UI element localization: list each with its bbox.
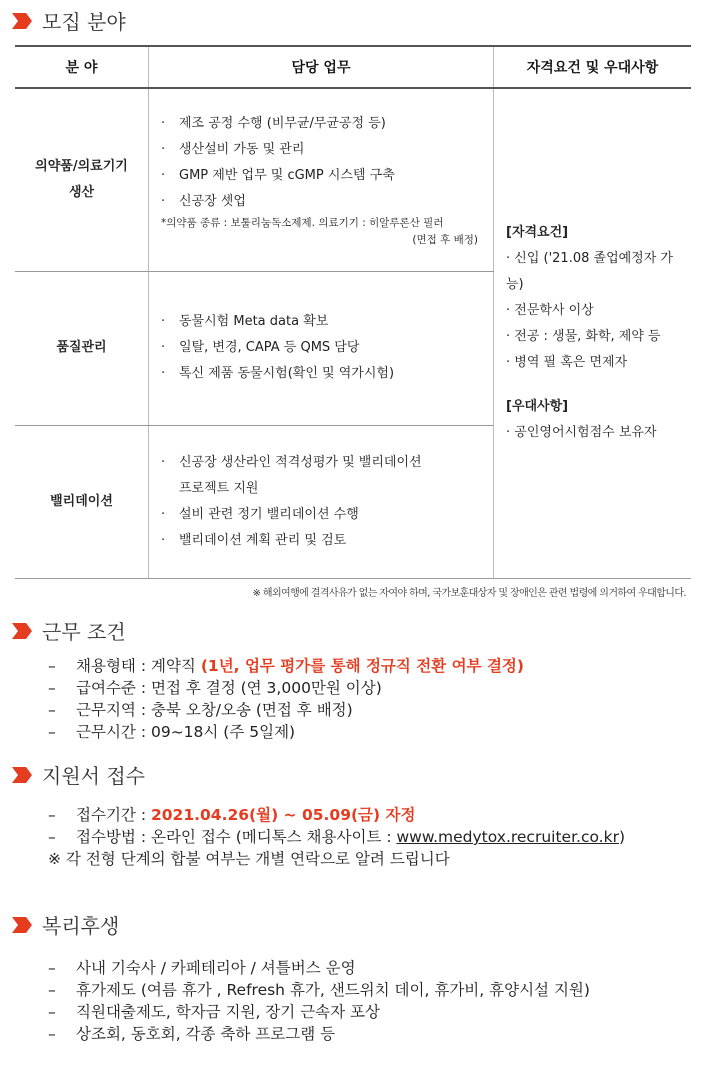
- recruit-table: [15, 45, 691, 579]
- list-item: [161, 361, 492, 387]
- duty-text: 신공장 생산라인 적격성평가 및 밸리데이션: [179, 454, 422, 470]
- duty-note: *의약품 종류 : 보툴리눔독소제제. 의료기기 : 히알루론산 필러: [161, 216, 444, 229]
- duty-text: 생산설비 가동 및 관리: [179, 141, 305, 157]
- dash: –: [48, 981, 56, 999]
- method-label: 접수방법 : 온라인 접수 (메디톡스 채용사이트 :: [76, 828, 397, 846]
- table-header-qualifications: 자격요건 및 우대사항: [494, 46, 692, 88]
- dash: –: [48, 1003, 56, 1021]
- welfare-text: 상조회, 동호회, 각종 축하 프로그램 등: [76, 1025, 336, 1043]
- work-conditions-list: [48, 655, 524, 743]
- duty-text: 설비 관련 정기 밸리데이션 수행: [179, 506, 359, 522]
- field-label-line1: 의약품/의료기기: [35, 158, 128, 174]
- list-item: [48, 655, 524, 677]
- period-label: 접수기간 :: [76, 806, 151, 824]
- welfare-list: [48, 957, 590, 1045]
- salary-text: 급여수준 : 면접 후 결정 (연 3,000만원 이상): [76, 679, 382, 697]
- preference-heading: [우대사항]: [506, 399, 569, 415]
- table-header-field: 분 야: [15, 46, 149, 88]
- method-close: ): [618, 828, 626, 846]
- list-item: [48, 699, 524, 721]
- list-item: [48, 804, 625, 826]
- table-header-duties: 담당 업무: [149, 46, 494, 88]
- bullet: ·: [161, 506, 166, 522]
- location-text: 근무지역 : 충북 오창/오송 (면접 후 배정): [76, 701, 353, 719]
- section-title-text: 지원서 접수: [42, 764, 145, 788]
- field-validation: 밸리데이션: [15, 425, 149, 578]
- duty-text: 톡신 제품 동물시험(확인 및 역가시험): [179, 366, 395, 381]
- period-value: 2021.04.26(월) ~ 05.09(금) 자정: [150, 806, 416, 824]
- list-item: [161, 335, 492, 361]
- section-title-text: 모집 분야: [42, 10, 126, 34]
- section-title-welfare: [12, 910, 119, 939]
- qualification-heading: [자격요건]: [506, 225, 569, 241]
- apply-list: [48, 804, 625, 848]
- list-item: [161, 528, 492, 554]
- welfare-text: 휴가제도 (여름 휴가 , Refresh 휴가, 샌드위치 데이, 휴가비, 휴양시설 지원): [76, 981, 590, 999]
- bullet: ·: [161, 314, 166, 329]
- welfare-text: 사내 기숙사 / 카페테리아 / 셔틀버스 운영: [76, 959, 356, 977]
- list-item: [161, 137, 492, 163]
- bullet: ·: [161, 167, 166, 183]
- list-item: [48, 957, 590, 979]
- list-item: [48, 1001, 590, 1023]
- duty-text: 일탈, 변경, CAPA 등 QMS 담당: [179, 340, 360, 355]
- list-item: [161, 502, 492, 528]
- welfare-text: 직원대출제도, 학자금 지원, 장기 근속자 포상: [76, 1003, 381, 1021]
- duties-qc: [149, 271, 494, 425]
- dash: –: [48, 679, 56, 697]
- duty-text: 밸리데이션 계획 관리 및 검토: [179, 532, 347, 548]
- section-marker-icon: [12, 765, 32, 785]
- duty-text: 동물시험 Meta data 확보: [179, 314, 329, 329]
- dash: –: [48, 959, 56, 977]
- list-item: [48, 979, 590, 1001]
- bullet: ·: [161, 193, 166, 209]
- list-item: [161, 111, 492, 137]
- section-title-recruit: [12, 6, 126, 35]
- list-item: [161, 309, 492, 335]
- duties-production: [149, 88, 494, 271]
- list-item: [48, 1023, 590, 1045]
- dash: –: [48, 701, 56, 719]
- apply-notice: ※ 각 전형 단계의 합불 여부는 개별 연락으로 알려 드립니다: [48, 850, 450, 868]
- list-item: [48, 677, 524, 699]
- dash: –: [48, 657, 56, 675]
- dash: –: [48, 828, 56, 846]
- section-title-text: 근무 조건: [42, 620, 126, 644]
- field-label-line2: 생산: [68, 184, 95, 200]
- recruit-site-link[interactable]: www.medytox.recruiter.co.kr: [396, 828, 619, 846]
- table-header-row: [15, 46, 691, 88]
- table-row-production: [15, 88, 691, 271]
- list-item: [48, 826, 625, 848]
- section-marker-icon: [12, 11, 32, 31]
- bullet: ·: [161, 115, 166, 131]
- bullet: ·: [161, 340, 166, 355]
- duty-text: 신공장 셋업: [179, 193, 246, 209]
- list-item: [48, 721, 524, 743]
- duties-validation: [149, 425, 494, 578]
- qualification-item: · 전문학사 이상: [506, 303, 594, 319]
- qualifications-cell: [494, 88, 692, 578]
- qualification-item: · 신입 ('21.08 졸업예정자 가능): [506, 251, 673, 293]
- field-qc: 품질관리: [15, 271, 149, 425]
- table-footnote: ※ 해외여행에 결격사유가 없는 자여야 하며, 국가보훈대상자 및 장애인은 관련 법령에 의거하여 우대합니다.: [252, 588, 686, 599]
- bullet: ·: [161, 532, 166, 548]
- duty-text: 프로젝트 지원: [179, 480, 259, 496]
- field-production: [15, 88, 149, 271]
- list-item: [161, 189, 492, 215]
- section-marker-icon: [12, 915, 32, 935]
- section-marker-icon: [12, 621, 32, 641]
- list-item: [161, 476, 492, 502]
- duty-note-assign: (면접 후 배정): [412, 233, 478, 246]
- dash: –: [48, 723, 56, 741]
- section-title-work: [12, 616, 126, 645]
- dash: –: [48, 806, 56, 824]
- qualification-item: · 전공 : 생물, 화학, 제약 등: [506, 329, 661, 345]
- employment-label: 채용형태 : 계약직: [76, 657, 201, 675]
- hours-text: 근무시간 : 09~18시 (주 5일제): [76, 723, 296, 741]
- preference-item: · 공인영어시험점수 보유자: [506, 425, 657, 441]
- duty-text: 제조 공정 수행 (비무균/무균공정 등): [179, 115, 386, 131]
- bullet: ·: [161, 141, 166, 157]
- employment-highlight: (1년, 업무 평가를 통해 정규직 전환 여부 결정): [200, 657, 524, 675]
- section-title-text: 복리후생: [42, 914, 120, 938]
- duty-text: GMP 제반 업무 및 cGMP 시스템 구축: [179, 167, 395, 183]
- section-title-apply: [12, 760, 145, 789]
- bullet: ·: [161, 366, 166, 381]
- dash: –: [48, 1025, 56, 1043]
- list-item: [161, 163, 492, 189]
- bullet: ·: [161, 454, 166, 470]
- list-item: [161, 450, 492, 476]
- qualification-item: · 병역 필 혹은 면제자: [506, 355, 628, 371]
